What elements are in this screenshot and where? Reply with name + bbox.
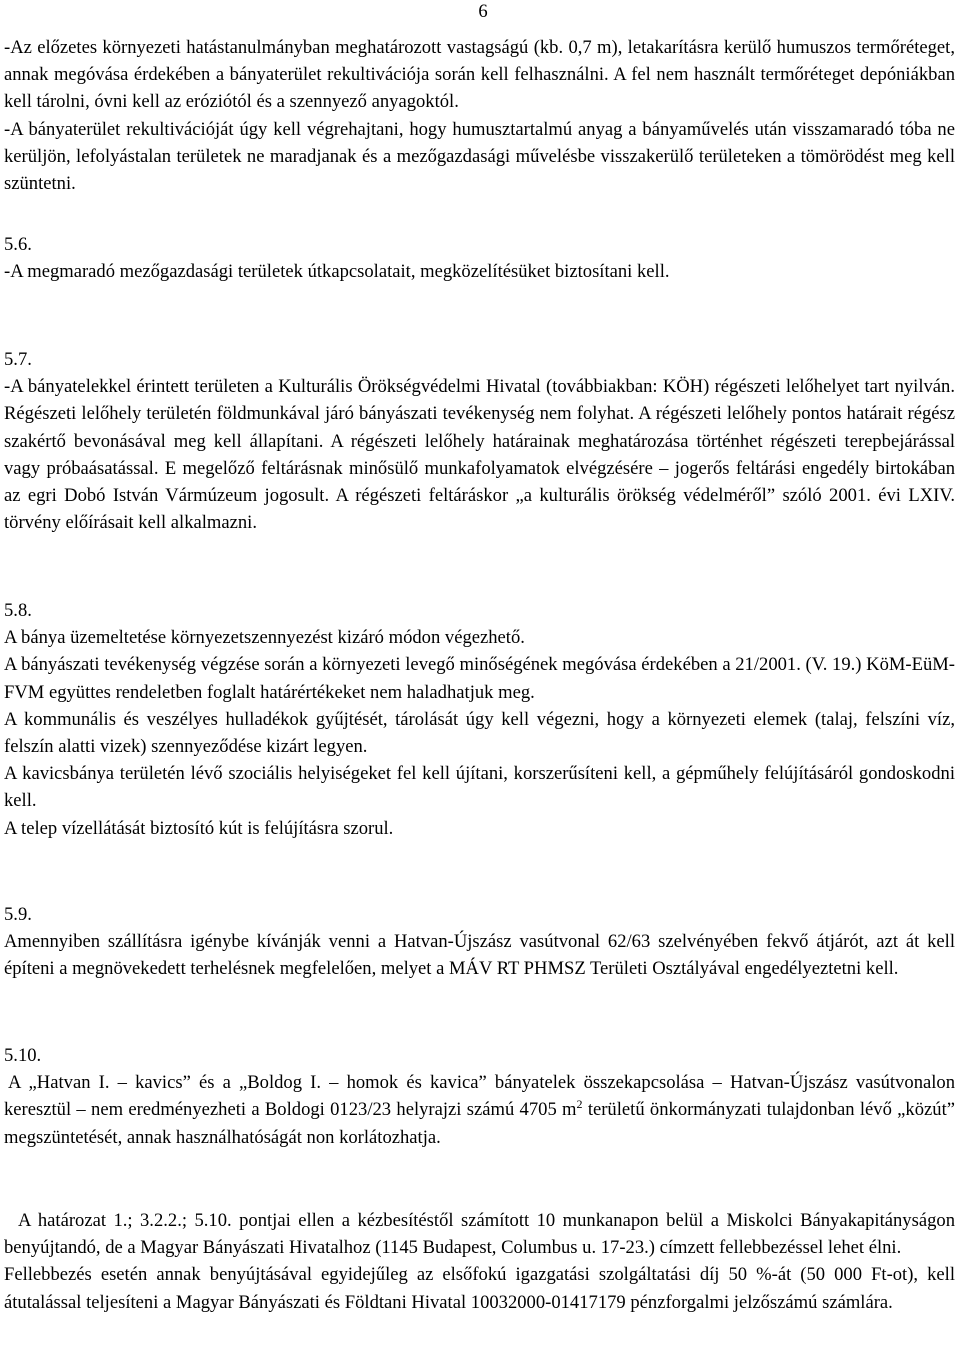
intro-paragraphs bbox=[4, 34, 955, 197]
section-5-10 bbox=[4, 1042, 955, 1151]
section-heading: 5.6. bbox=[4, 234, 32, 255]
paragraph-recultivation: -A bányaterület rekultivációját úgy kell végrehajtani, hogy humusztartalmú anyag a bányaművelés után visszamaradó tóba ne kerüljön, lefolyástalan területek ne maradjanak és a mezőgazdasági művelésbe visszakerülő területeken a tömörödést meg kell szüntetni. bbox=[4, 118, 955, 195]
paragraph-pollution: A bánya üzemeltetése környezetszennyezést kizáró módon végezhető. bbox=[4, 627, 525, 649]
paragraph-waste: A kommunális és veszélyes hulladékok gyűjtését, tárolását úgy kell végezni, hogy a környezeti elemek (talaj, felszíni víz, felszín alatti vizek) szennyeződése kizárt legyen. bbox=[4, 708, 955, 758]
section-text-part-a: A „Hatvan I. – kavics” és a „Boldog I. – homok és kavica” bányatelek összekapcsolása – Hatvan-Újszász vasútvonalon keresztül – nem eredményezheti a Boldogi 0123/23 helyrajzi számú 4705 m bbox=[4, 1072, 955, 1121]
superscript-two: 2 bbox=[576, 1097, 583, 1112]
paragraph-appeal-fee: Fellebbezés esetén annak benyújtásával egyidejűleg az elsőfokú igazgatási szolgáltatási díj 50 %-át (50 000 Ft-ot), kell átutalással teljesíteni a Magyar Bányászati és Földtani Hivatal 10032000-01417179 pénzforgalmi jelzőszámú számlára. bbox=[4, 1264, 955, 1313]
paragraph-appeal: A határozat 1.; 3.2.2.; 5.10. pontjai ellen a kézbesítéstől számított 10 munkanapon belül a Miskolci Bányakapitányságon benyújtandó, de a Magyar Bányászati Hivatalhoz (1145 Budapest, Columbus u. 17-23.) címzett fellebbezéssel lehet élni. bbox=[4, 1210, 955, 1259]
section-text-part-b: területű önkormányzati tulajdonban lévő „közút” megszüntetését, annak használhatóságát non korlátozhatja. bbox=[4, 1099, 955, 1148]
paragraph-facilities: A kavicsbánya területén lévő szociális helyiségeket fel kell újítani, korszerűsíteni kell, a gépműhely felújításáról gondoskodni kell. bbox=[4, 763, 955, 812]
section-heading: 5.10. bbox=[4, 1045, 42, 1066]
paragraph-water-well: A telep vízellátását biztosító kút is felújításra szorul. bbox=[4, 817, 394, 839]
section-5-9 bbox=[4, 901, 955, 983]
page-number: 6 bbox=[478, 1, 488, 22]
section-text bbox=[4, 1069, 955, 1151]
appeal-section bbox=[4, 1207, 955, 1316]
section-text: -A bányatelekkel érintett területen a Kulturális Örökségvédelmi Hivatal (továbbiakban: KÖH) régészeti lelőhelyet tart nyilván. Régészeti lelőhely területén földmunkával járó bányászati tevékenység nem folyhat. A régészeti lelőhely pontos határait régész szakértő bevonásával meg kell állapítani. A régészeti lelőhely határainak meghatározása történhet régészeti terepbejárással vagy próbaásatással. E megelőző feltárásnak minősülő munkafolyamatok elvégzésére – jogerős feltárási engedély birtokában az egri Dobó István Vármúzeum jogosult. A régészeti feltáráskor „a kulturális örökség védelméről” szóló 2001. évi LXIV. törvény előírásait kell alkalmazni. bbox=[4, 376, 955, 534]
section-text: -A megmaradó mezőgazdasági területek útkapcsolatait, megközelítésüket biztosítani kell. bbox=[4, 261, 670, 283]
paragraph-topsoil-use: -Az előzetes környezeti hatástanulmányban meghatározott vastagságú (kb. 0,7 m), letakarításra kerülő humuszos termőréteget, annak megóvása érdekében a bányaterület rekultivációja során kell felhasználni. A fel nem használt termőréteget depóniákban kell tárolni, óvni kell az eróziótól és a szennyező anyagoktól. bbox=[4, 37, 955, 113]
section-text: Amennyiben szállításra igénybe kívánják venni a Hatvan-Újszász vasútvonal 62/63 szelvényében fekvő átjárót, azt át kell építeni a megnövekedett terhelésnek megfelelően, melyet a MÁV RT PHMSZ Területi Osztályával engedélyeztetni kell. bbox=[4, 931, 955, 980]
section-heading: 5.8. bbox=[4, 600, 32, 621]
paragraph-air-quality: A bányászati tevékenység végzése során a környezeti levegő minőségének megóvása érdekében a 21/2001. (V. 19.) KöM-EüM-FVM együttes rendeletben foglalt határértékeket nem haladhatjuk meg. bbox=[4, 654, 955, 703]
section-5-8 bbox=[4, 597, 955, 842]
section-heading: 5.7. bbox=[4, 349, 32, 370]
section-5-7 bbox=[4, 346, 955, 536]
section-heading: 5.9. bbox=[4, 904, 32, 925]
section-5-6 bbox=[4, 231, 955, 285]
